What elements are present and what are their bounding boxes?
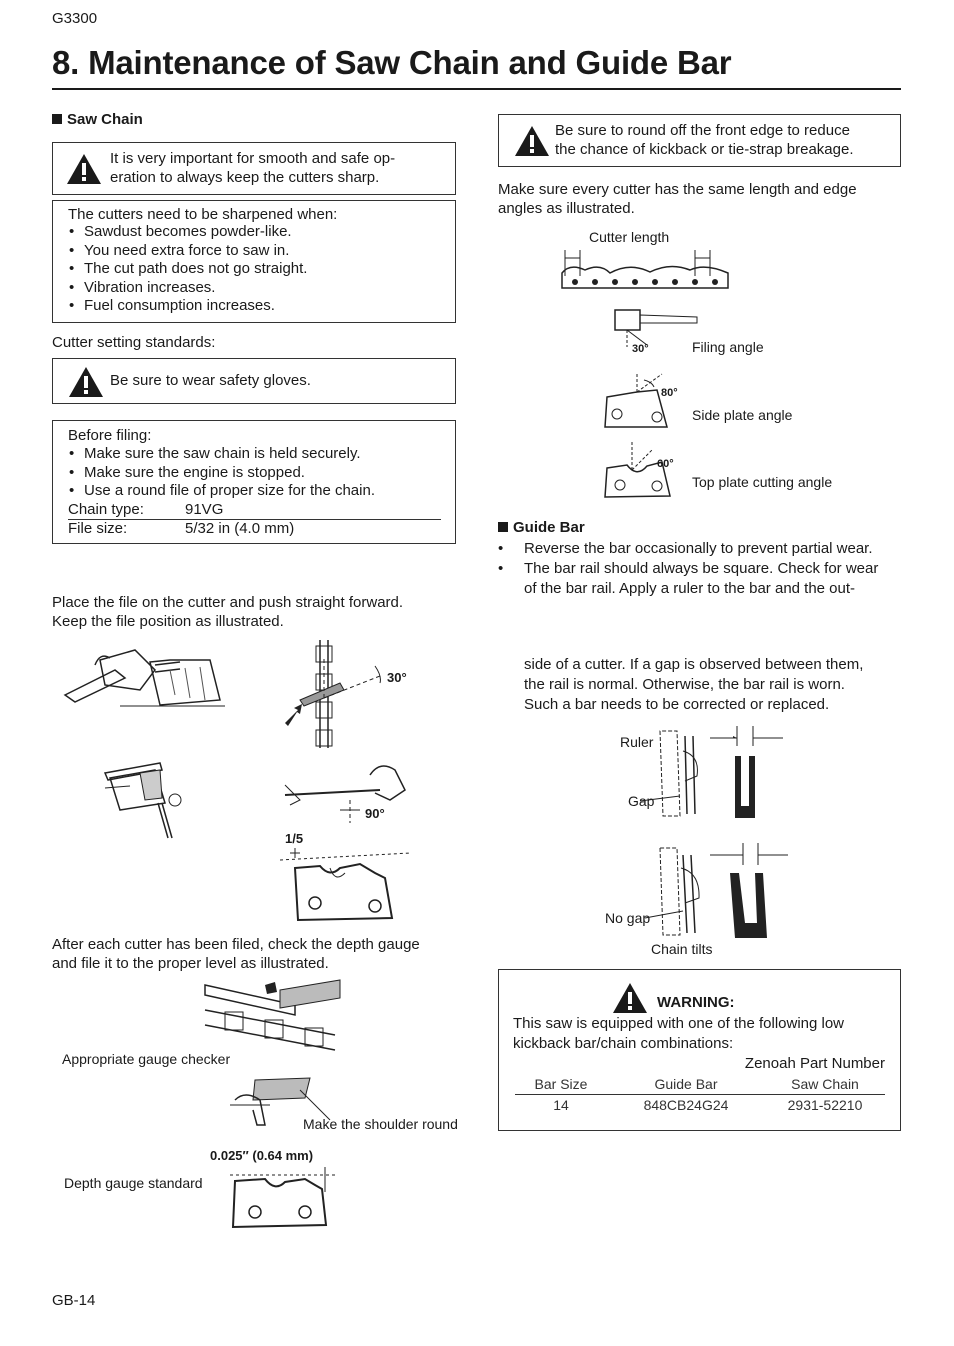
table-row: [515, 1095, 885, 1116]
chain-type-label: Chain type:: [68, 501, 144, 518]
list-item: • The bar rail should always be square. Check for wear of the bar rail. Apply a ruler to the bar and the out-: [498, 559, 908, 599]
list-item: • You need extra force to saw in.: [68, 242, 448, 261]
after-filed-text: After each cutter has been filed, check the depth gauge and file it to the proper level as illustrated.: [52, 936, 420, 972]
warning-title: WARNING:: [657, 994, 735, 1011]
cutter-profile-illustration: [280, 848, 415, 926]
warning-triangle-icon: [66, 153, 102, 185]
cutter-length-illustration: [560, 248, 730, 298]
gap-label: Gap: [628, 793, 655, 809]
depth-gauge-illustration: [230, 1167, 340, 1231]
chainsaw-stump-illustration: [60, 640, 230, 715]
part-number-label: Zenoah Part Number: [744, 1055, 885, 1072]
gap-illustration: [655, 726, 785, 821]
top-plate-illustration: [602, 440, 687, 500]
vise-illustration: [100, 758, 195, 848]
same-length-text: Make sure every cutter has the same length and edge angles as illustrated.: [498, 181, 857, 217]
cell-bar-size: 14: [553, 1097, 569, 1113]
combination-table: [515, 1074, 885, 1115]
warning-gloves-text: Be sure to wear safety gloves.: [110, 372, 311, 389]
before-list: [68, 445, 448, 501]
table-header-row: [515, 1074, 885, 1095]
list-item: • Make sure the saw chain is held securely.: [68, 445, 448, 464]
list-item: • The cut path does not go straight.: [68, 260, 448, 279]
side-plate-label: Side plate angle: [692, 407, 793, 423]
warning-triangle-icon: [612, 982, 648, 1014]
filing-angle-label: Filing angle: [692, 339, 764, 355]
list-item: • Fuel consumption increases.: [68, 297, 448, 316]
chain-tilts-label: Chain tilts: [651, 941, 713, 957]
warning-combination-box: [498, 969, 901, 1131]
top-plate-label: Top plate cutting angle: [692, 474, 833, 490]
square-bullet-icon: [498, 522, 508, 532]
angle-90-label: 90°: [365, 806, 385, 821]
square-bullet-icon: [52, 114, 62, 124]
warning-gloves-box: [52, 358, 456, 404]
list-item: • Reverse the bar occasionally to prevent partial wear.: [498, 539, 908, 559]
sharpen-list: [68, 223, 448, 316]
cell-guide-bar: 848CB24G24: [643, 1097, 729, 1113]
cell-saw-chain: 2931-52210: [787, 1097, 863, 1113]
guide-bar-continued: side of a cutter. If a gap is observed between them, the rail is normal. Otherwise, the bar rail is worn. Such a bar needs to be corrected or replaced.: [524, 656, 864, 713]
col-guide-bar: Guide Bar: [607, 1074, 765, 1095]
warning-sharp-text: It is very important for smooth and safe op- eration to always keep the cutters sharp.: [110, 150, 396, 186]
title-divider: [52, 88, 901, 90]
warning-round-text: Be sure to round off the front edge to reduce the chance of kickback or tie-strap breakage.: [555, 122, 854, 158]
before-intro: Before filing:: [68, 427, 152, 444]
sharpen-conditions-box: [52, 200, 456, 323]
list-item: • Make sure the engine is stopped.: [68, 464, 448, 483]
col-bar-size: Bar Size: [515, 1074, 607, 1095]
gauge-checker-label: Appropriate gauge checker: [62, 1051, 231, 1067]
no-gap-illustration: [655, 843, 790, 943]
depth-standard-label: Depth gauge standard: [64, 1175, 203, 1191]
depth-value-label: 0.025″ (0.64 mm): [210, 1148, 314, 1163]
warning-combination-text: This saw is equipped with one of the following low kickback bar/chain combinations:: [513, 1015, 845, 1052]
file-angle-30-illustration: [280, 638, 420, 753]
guide-bar-heading: Guide Bar: [498, 519, 585, 536]
cutter-length-label: Cutter length: [589, 229, 670, 245]
guide-bar-list: [498, 539, 908, 599]
warning-sharp-box: [52, 142, 456, 195]
file-angle-90-illustration: [280, 755, 410, 825]
side-plate-deg: 80°: [661, 387, 678, 399]
setting-standards-text: Cutter setting standards:: [52, 334, 216, 351]
warning-triangle-icon: [68, 366, 104, 398]
file-size-value: 5/32 in (4.0 mm): [185, 520, 295, 537]
warning-triangle-icon: [514, 125, 550, 157]
warning-round-box: [498, 114, 901, 167]
ruler-label: Ruler: [620, 734, 654, 750]
file-size-label: File size:: [68, 520, 128, 537]
list-item: • Use a round file of proper size for the chain.: [68, 482, 448, 501]
filing-angle-illustration: [612, 305, 702, 350]
chain-type-value: 91VG: [185, 501, 224, 518]
list-item: • Sawdust becomes powder-like.: [68, 223, 448, 242]
shoulder-round-label: Make the shoulder round: [303, 1116, 458, 1132]
page-title: 8. Maintenance of Saw Chain and Guide Bar: [52, 44, 732, 81]
saw-chain-heading: Saw Chain: [52, 111, 143, 128]
col-saw-chain: Saw Chain: [765, 1074, 885, 1095]
no-gap-label: No gap: [605, 910, 651, 926]
top-plate-deg: 60°: [657, 458, 674, 470]
fraction-label: 1/5: [285, 831, 304, 846]
place-file-text: Place the file on the cutter and push straight forward. Keep the file position as illustrated.: [52, 594, 404, 630]
page-number: GB-14: [52, 1292, 96, 1309]
sharpen-intro: The cutters need to be sharpened when:: [68, 206, 338, 223]
model-number: G3300: [52, 10, 98, 27]
gauge-checker-illustration: [195, 980, 345, 1060]
before-filing-box: [52, 420, 456, 544]
angle-30-label: 30°: [387, 670, 407, 685]
side-plate-illustration: [602, 372, 687, 430]
filing-angle-deg: 30°: [632, 343, 649, 355]
list-item: • Vibration increases.: [68, 279, 448, 298]
